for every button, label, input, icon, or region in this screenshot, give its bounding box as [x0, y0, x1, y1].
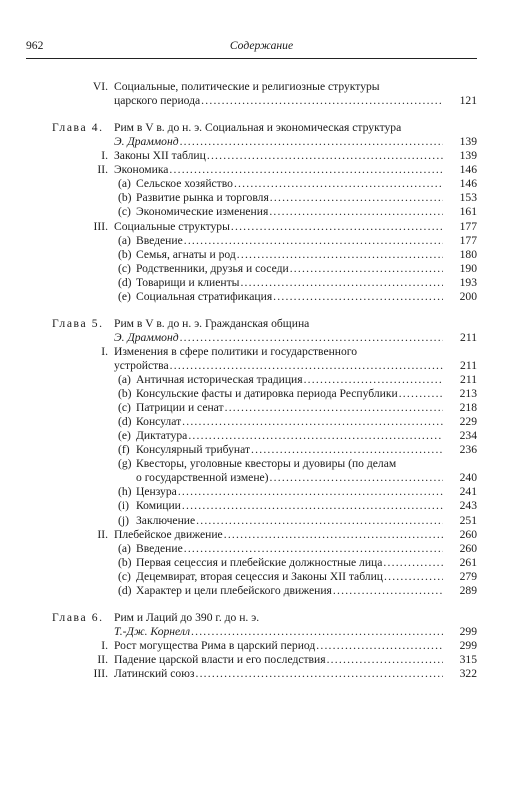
- toc-entry-text: [136, 485, 445, 499]
- subsection-letter: (e): [118, 429, 131, 443]
- page-ref: 261: [459, 555, 477, 569]
- leader-dots: [180, 135, 443, 149]
- entry-title: Экономические изменения: [136, 205, 269, 219]
- page-ref: 139: [459, 149, 477, 163]
- subsection-letter: (f): [118, 443, 130, 457]
- page-ref: 193: [459, 275, 477, 289]
- header-rule: [26, 58, 477, 59]
- entry-title: Социальные структуры: [114, 219, 230, 233]
- leader-dots: [237, 248, 443, 262]
- page-ref: 241: [459, 485, 477, 499]
- entry-title: Патриции и сенат: [136, 401, 224, 415]
- entry-title: Развитие рынка и торговля: [136, 191, 269, 205]
- entry-title: Квесторы, уголовные квесторы и дуовиры (по делам: [136, 457, 397, 471]
- toc-line: [0, 457, 523, 471]
- entry-title: Консульские фасты и датировка периода Республики: [136, 387, 398, 400]
- page-ref: 177: [459, 219, 477, 233]
- leader-dots: [270, 191, 443, 205]
- page-ref: 213: [459, 387, 477, 400]
- chapter-label: Глава 5.: [52, 316, 104, 330]
- toc-line: [0, 528, 523, 542]
- toc-entry-text: [136, 262, 445, 276]
- entry-title: Античная историческая традиция: [136, 373, 303, 386]
- toc-entry-text: [136, 248, 445, 262]
- subsection-letter: (a): [118, 541, 131, 555]
- toc-line: [0, 373, 523, 387]
- page-ref: 315: [459, 652, 477, 666]
- subsection-letter: (e): [118, 289, 131, 303]
- entry-title: о государственной измене): [136, 471, 269, 485]
- toc-entry-text: [114, 121, 477, 135]
- leader-dots: [273, 290, 443, 304]
- subsection-letter: (i): [118, 499, 129, 513]
- toc-entry-text: [114, 345, 477, 359]
- entry-title: царского периода: [114, 94, 201, 107]
- leader-dots: [270, 471, 443, 485]
- leader-dots: [180, 331, 443, 345]
- toc-entry-text: [114, 220, 445, 234]
- toc-entry-text: [114, 528, 445, 542]
- subsection-letter: (c): [118, 569, 131, 583]
- entry-title: Заключение: [136, 513, 196, 527]
- page-ref: 251: [459, 513, 477, 527]
- toc-line: [0, 262, 523, 276]
- toc-entry-text: [114, 80, 477, 94]
- toc-line: [0, 639, 523, 653]
- page-ref: 180: [459, 247, 477, 261]
- page-ref: 218: [459, 401, 477, 415]
- subsection-letter: (a): [118, 177, 131, 191]
- page-ref: 243: [459, 499, 477, 513]
- toc-line: [0, 499, 523, 513]
- entry-title: Рост могущества Рима в царский период: [114, 638, 316, 652]
- toc-line: [0, 177, 523, 191]
- leader-dots: [251, 443, 443, 457]
- leader-dots: [269, 205, 443, 219]
- toc-line: [0, 359, 523, 373]
- toc-line: [0, 556, 523, 570]
- chapter-label: Глава 4.: [52, 121, 104, 135]
- page-ref: 260: [459, 527, 477, 541]
- subsection-letter: (b): [118, 191, 132, 205]
- toc-line: [0, 220, 523, 234]
- section-number: VI.: [92, 80, 108, 93]
- page-ref: 200: [459, 289, 477, 303]
- entry-title: Комиции: [136, 499, 181, 513]
- toc-line: [0, 276, 523, 290]
- toc-line: [0, 234, 523, 248]
- entry-title: Плебейское движение: [114, 527, 223, 541]
- toc-line: [0, 514, 523, 528]
- toc-entry-text: [136, 276, 445, 290]
- toc-entry-text: [136, 177, 445, 191]
- toc-entry-text: [114, 653, 445, 667]
- page-ref: 146: [459, 177, 477, 191]
- toc-entry-text: [136, 570, 445, 584]
- chapter-author: Э. Драммонд: [114, 330, 179, 344]
- page-ref: 177: [459, 233, 477, 247]
- toc-line: [0, 163, 523, 177]
- leader-dots: [333, 584, 443, 598]
- entry-title: Введение: [136, 541, 183, 555]
- leader-dots: [195, 667, 443, 681]
- toc-entry-text: [114, 135, 445, 149]
- leader-dots: [191, 625, 443, 639]
- toc-entry-text: [136, 234, 445, 248]
- subsection-letter: (h): [118, 485, 132, 499]
- toc-line: [0, 248, 523, 262]
- section-number: II.: [97, 527, 108, 541]
- subsection-letter: (d): [118, 275, 132, 289]
- leader-dots: [224, 528, 443, 542]
- entry-title: Децемвират, вторая сецессия и Законы XII таблиц: [136, 569, 384, 583]
- toc-line: [0, 121, 523, 135]
- toc-line: [0, 542, 523, 556]
- page-ref: 139: [459, 135, 477, 149]
- entry-title: Введение: [136, 233, 183, 247]
- toc-line: [0, 345, 523, 359]
- page-ref: 279: [459, 569, 477, 583]
- page-ref: 236: [459, 443, 477, 457]
- toc-line: [0, 205, 523, 219]
- section-number: III.: [93, 219, 108, 233]
- entry-title: Характер и цели плебейского движения: [136, 583, 332, 597]
- leader-dots: [231, 220, 443, 234]
- chapter-author: Т.-Дж. Корнелл: [114, 624, 191, 638]
- toc-line: [0, 485, 523, 499]
- leader-dots: [240, 276, 443, 290]
- chapter-label: Глава 6.: [52, 610, 104, 624]
- entry-title: Сельское хозяйство: [136, 177, 233, 191]
- entry-title: Законы XII таблиц: [114, 149, 206, 163]
- running-head: Содержание: [229, 39, 294, 52]
- entry-title: Падение царской власти и его последствия: [114, 652, 326, 666]
- page-ref: 121: [459, 94, 477, 107]
- toc-line: [0, 625, 523, 639]
- page-ref: 146: [459, 163, 477, 177]
- subsection-letter: (c): [118, 261, 131, 275]
- toc-entry-text: [136, 415, 445, 429]
- entry-title: Консулат: [136, 415, 182, 429]
- toc-entry-text: [114, 359, 445, 373]
- toc-line: [0, 191, 523, 205]
- toc-entry-text: [136, 499, 445, 513]
- toc-line: [0, 401, 523, 415]
- entry-title: Диктатура: [136, 429, 188, 443]
- toc-entry-text: [136, 191, 445, 205]
- toc-entry-text: [136, 373, 445, 387]
- subsection-letter: (b): [118, 555, 132, 569]
- leader-dots: [383, 556, 443, 570]
- entry-title: Родственники, друзья и соседи: [136, 261, 289, 275]
- page-header: [0, 0, 523, 64]
- toc-entry-text: [114, 667, 445, 681]
- subsection-letter: (a): [118, 373, 131, 386]
- leader-dots: [184, 234, 443, 248]
- leader-dots: [170, 359, 443, 373]
- subsection-letter: (d): [118, 415, 132, 429]
- page-ref: 299: [459, 638, 477, 652]
- toc-entry-text: [136, 290, 445, 304]
- toc-line: [0, 584, 523, 598]
- toc-entry-text: [114, 317, 477, 331]
- subsection-letter: (c): [118, 401, 131, 415]
- leader-dots: [304, 373, 443, 387]
- toc-line: [0, 331, 523, 345]
- leader-dots: [316, 639, 443, 653]
- subsection-letter: (d): [118, 583, 132, 597]
- leader-dots: [234, 177, 443, 191]
- toc-line: [0, 317, 523, 331]
- toc-entry-text: [136, 443, 445, 457]
- page-ref: 289: [459, 583, 477, 597]
- entry-title: Консулярный трибунат: [136, 443, 251, 457]
- page-ref: 190: [459, 261, 477, 275]
- toc-line: [0, 611, 523, 625]
- entry-title: Цензура: [136, 485, 177, 499]
- page-ref: 161: [459, 205, 477, 219]
- leader-dots: [327, 653, 443, 667]
- section-number: III.: [93, 666, 108, 680]
- page-ref: 229: [459, 415, 477, 429]
- toc-line: [0, 471, 523, 485]
- toc-entry-text: [136, 471, 445, 485]
- leader-dots: [399, 387, 443, 401]
- leader-dots: [290, 262, 443, 276]
- section-number: I.: [101, 149, 108, 163]
- chapter-author: Э. Драммонд: [114, 135, 179, 149]
- leader-dots: [196, 514, 443, 528]
- page-ref: 299: [459, 624, 477, 638]
- toc-entry-text: [136, 556, 445, 570]
- toc-line: [0, 135, 523, 149]
- leader-dots: [182, 415, 443, 429]
- page-ref: 240: [459, 471, 477, 485]
- toc-line: [0, 570, 523, 584]
- toc-line: [0, 653, 523, 667]
- page-ref: 211: [460, 358, 477, 372]
- leader-dots: [178, 485, 443, 499]
- section-number: I.: [101, 344, 108, 358]
- subsection-letter: (b): [118, 387, 132, 400]
- page-ref: 234: [459, 429, 477, 443]
- entry-title: Изменения в сфере политики и государственного: [114, 344, 358, 358]
- toc-entry-text: [136, 387, 445, 401]
- toc-entry-text: [136, 205, 445, 219]
- page-ref: 211: [460, 373, 477, 386]
- toc-line: [0, 429, 523, 443]
- leader-dots: [207, 149, 443, 163]
- toc-line: [0, 415, 523, 429]
- subsection-letter: (j): [118, 513, 129, 527]
- toc-line: [0, 387, 523, 401]
- toc-entry-text: [136, 514, 445, 528]
- toc-entry-text: [114, 625, 445, 639]
- subsection-letter: (a): [118, 233, 131, 247]
- toc-line: [0, 149, 523, 163]
- toc-entry-text: [114, 94, 445, 108]
- leader-dots: [225, 401, 443, 415]
- toc-entry-text: [114, 639, 445, 653]
- subsection-letter: (b): [118, 247, 132, 261]
- toc-entry-text: [136, 542, 445, 556]
- leader-dots: [169, 163, 443, 177]
- entry-title: Экономика: [114, 163, 169, 177]
- page-ref: 322: [459, 666, 477, 680]
- entry-title: Рим в V в. до н. э. Гражданская община: [114, 316, 310, 330]
- leader-dots: [384, 570, 443, 584]
- toc-line: [0, 290, 523, 304]
- toc-entry-text: [114, 331, 445, 345]
- page-ref: 211: [460, 330, 477, 344]
- page-ref: 260: [459, 541, 477, 555]
- toc-entry-text: [136, 401, 445, 415]
- entry-title: Социальные, политические и религиозные структуры: [114, 80, 380, 93]
- entry-title: Семья, агнаты и род: [136, 247, 236, 261]
- leader-dots: [184, 542, 443, 556]
- toc-entry-text: [136, 429, 445, 443]
- section-number: II.: [97, 652, 108, 666]
- leader-dots: [188, 429, 443, 443]
- section-number: II.: [97, 163, 108, 177]
- toc-line: [0, 667, 523, 681]
- entry-title: Первая сецессия и плебейские должностные лица: [136, 555, 383, 569]
- toc-line: [0, 80, 523, 94]
- entry-title: Социальная стратификация: [136, 289, 273, 303]
- toc-line: [0, 94, 523, 108]
- entry-title: Рим и Лаций до 390 г. до н. э.: [114, 610, 260, 624]
- entry-title: Рим в V в. до н. э. Социальная и экономическая структура: [114, 121, 402, 135]
- toc-line: [0, 443, 523, 457]
- toc-entry-text: [114, 611, 477, 625]
- page-number: 962: [26, 39, 44, 52]
- page-ref: 153: [459, 191, 477, 205]
- subsection-letter: (c): [118, 205, 131, 219]
- toc-entry-text: [114, 163, 445, 177]
- toc-entry-text: [114, 149, 445, 163]
- leader-dots: [201, 94, 443, 108]
- entry-title: Латинский союз: [114, 666, 195, 680]
- subsection-letter: (g): [118, 457, 132, 471]
- toc-entry-text: [136, 457, 477, 471]
- entry-title: Товарищи и клиенты: [136, 275, 240, 289]
- entry-title: устройства: [114, 358, 169, 372]
- toc-entry-text: [136, 584, 445, 598]
- section-number: I.: [101, 638, 108, 652]
- leader-dots: [182, 499, 443, 513]
